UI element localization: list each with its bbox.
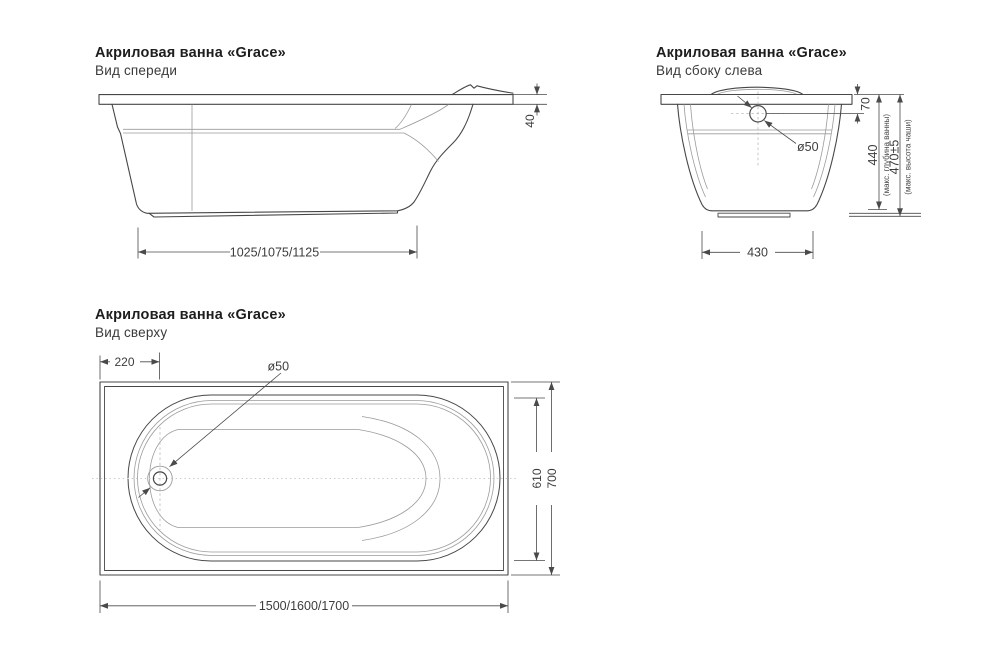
- rim-profile: [661, 95, 852, 105]
- dimension-label-overflow-diameter: ø50: [797, 140, 819, 154]
- dimension-length: [100, 581, 508, 614]
- front-view-subtitle: Вид спереди: [95, 63, 178, 78]
- side-view-title: Акриловая ванна «Grace»: [656, 45, 847, 61]
- extension-line: [513, 95, 547, 105]
- interior-step-line: [687, 130, 832, 134]
- dimension-note-shell-height: (макс. высота чаши): [903, 119, 913, 195]
- dimension-label-shell-height: 470±5: [887, 139, 902, 175]
- bathtub-body-outline: [678, 104, 842, 211]
- dimension-label-length: 1500/1600/1700: [258, 599, 350, 613]
- base-plinth: [718, 213, 790, 217]
- top-view-header: [95, 307, 286, 341]
- dimension-note-max-depth: (макс. глубина ванны): [882, 113, 891, 197]
- leader-line: [139, 488, 151, 498]
- side-view-header: [656, 45, 847, 79]
- dimension-label-base-width: 430: [747, 245, 768, 260]
- dimension-label-max-depth: 440: [866, 144, 880, 166]
- dimension-label-drain-diameter: ø50: [267, 359, 290, 374]
- rim-edge-oval: [138, 404, 491, 552]
- top-view-title: Акриловая ванна «Grace»: [95, 307, 286, 323]
- rim-inner-edge-oval: [128, 395, 500, 561]
- top-view-drawing: [85, 345, 580, 660]
- basin-floor-outline: [150, 430, 427, 528]
- headrest-dome-outline: [711, 87, 803, 94]
- inner-wall-line: [684, 104, 706, 197]
- dimension-label-rim-height: 40: [523, 114, 537, 128]
- callout-drain-diameter: [139, 360, 290, 498]
- dimension-drain-offset: [100, 353, 160, 380]
- dimension-label-base-length: 1025/1075/1125: [229, 245, 320, 260]
- dimension-label-rim-to-overflow: 70: [858, 97, 873, 111]
- rim-profile: [99, 95, 513, 105]
- headrest-crest-outline: [452, 85, 513, 95]
- dimension-inner-width: [514, 398, 545, 561]
- dimension-label-inner-width: 610: [530, 468, 544, 489]
- side-view-drawing: [650, 80, 960, 270]
- interior-line: [123, 105, 449, 130]
- side-view-subtitle: Вид сбоку слева: [656, 63, 763, 78]
- dimension-rim-height: [513, 84, 547, 128]
- inner-wall-line: [691, 104, 708, 189]
- headrest-dome-inner-line: [717, 89, 797, 94]
- front-view-drawing: [80, 80, 570, 270]
- dimension-label-outer-width: 700: [545, 468, 559, 489]
- front-view-header: [95, 45, 286, 79]
- leader-line: [170, 373, 282, 467]
- top-view-subtitle: Вид сверху: [95, 325, 168, 340]
- interior-line: [123, 133, 439, 162]
- front-view-title: Акриловая ванна «Grace»: [95, 45, 286, 61]
- dimension-base-width: [702, 231, 813, 260]
- leader-line: [764, 121, 796, 144]
- dimension-label-drain-offset: 220: [114, 354, 135, 369]
- dimension-base-length: [138, 226, 417, 260]
- extension-line: [849, 213, 921, 216]
